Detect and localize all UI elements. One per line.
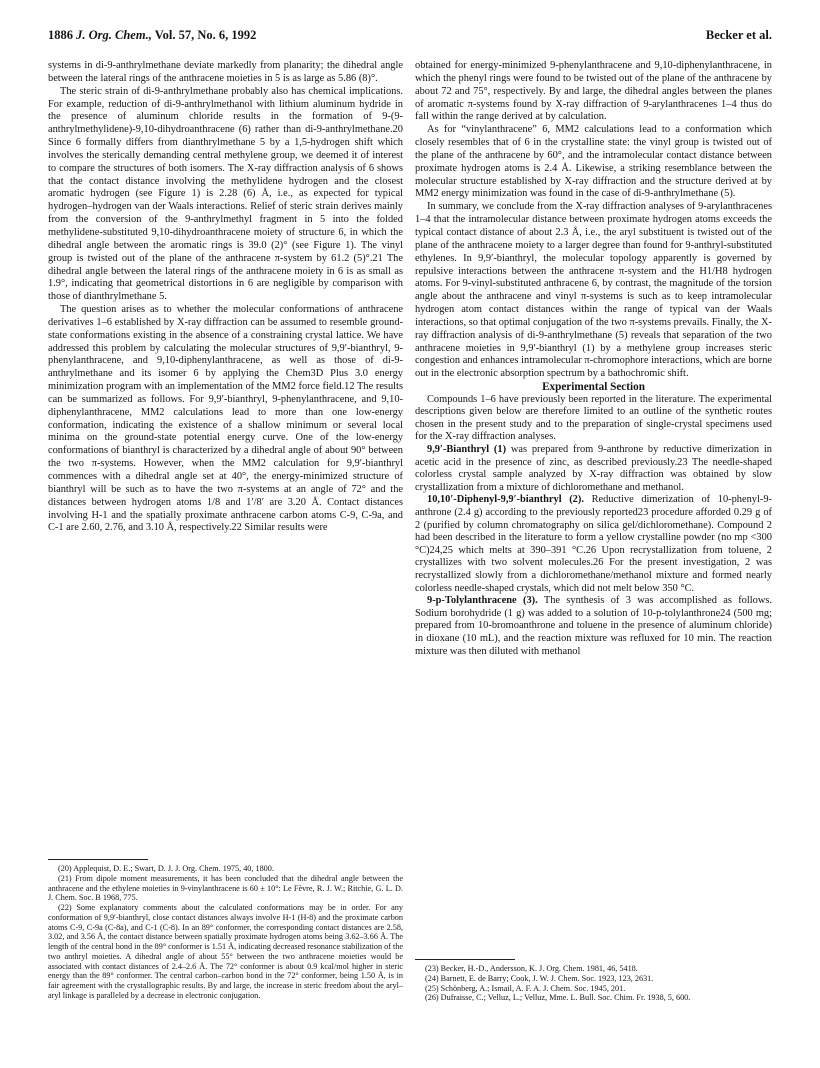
body-paragraph: The steric strain of di-9-anthrylmethane probably also has chemical implications. For example, reduction of di-9-anthrylmethanol with lithium aluminum hydride in the presence of aluminum chloride results in the formation of 9-(9-anthrylmethylidene)-9,10-dihydroanthracene (6) rather than di-9-anthrylmethane.20 Since 6 formally differs from dianthrylmethane 5 by a 1,5-hydrogen shift which involves the sterically demanding central methylene group, we deemed it of interest to compare the structures of both isomers. The X-ray diffraction analysis of 6 shows that the contact distance involving the methylidene hydrogen and the closest aromatic hydrogen (see Figure 1) is 2.28 (6) Å, i.e., as expected for typical hydrogen–hydrogen van der Waals interactions. Relief of steric strain derives mainly from the conversion of the 9-anthrylmethyl fragment in 5 into the folded methylidene-substituted 9,10-dihydroanthracene moiety of structure 6, in which the dihedral angle between the aromatic rings is 39.0 (2)° (see Figure 1). The vinyl group is twisted out of the plane of the anthracene π-system by 61.2 (5)°.21 The dihedral angle between the lateral rings of the anthracene moiety in 6 is as small as 1.9°, indicating that geometrical distortions in 6 are negligible by comparison with those of dianthrylmethane 5. <box>48 85 403 303</box>
experimental-section <box>415 381 772 658</box>
journal-citation: Vol. 57, No. 6, 1992 <box>154 28 257 42</box>
running-header <box>48 28 772 46</box>
header-authors: Becker et al. <box>705 28 772 42</box>
experimental-intro: Compounds 1–6 have previously been reported in the literature. The experimental descriptions given below are therefore limited to an outline of the synthetic routes chosen in the present study and to the preparation of single-crystal specimens used for the X-ray diffraction analyses. <box>415 393 772 443</box>
body-paragraph: In summary, we conclude from the X-ray diffraction analyses of 9-arylanthracenes 1–4 that the intramolecular distance between proximate hydrogen atoms exceeds the typical contact distance of about 2.3 Å, i.e., the aryl substituent is twisted out of the plane of the anthracene moiety to a larger degree than found for 9-anthryl-substituted ethylenes. In 9,9′-bianthryl, the molecular topology apparently is governed by repulsive interactions between the anthracene π-system and the H1/H8 hydrogen atoms. For 9-vinyl-substituted anthracene 6, by contrast, the magnitude of the torsion angle about the anthracene and vinyl π-systems is such as to keep intramolecular hydrogen atom contact distances within the range of typical van der Waals interactions, so that optimal conjugation of the two π-systems prevails. Finally, the X-ray diffraction analysis of di-9-anthrylmethane (5) reveals that separation of the two anthracene moieties in 9,9′-bianthryl (1) by a methylene group increases steric congestion and enhances intramolecular π-chromophore interactions, which are borne out in the electronic absorption spectrum by a bathochromic shift. <box>415 201 772 380</box>
item-text: The synthesis of 3 was accomplished as follows. Sodium borohydride (1 g) was added to a solution of 10-p-tolylanthrone24 (500 mg; prepared from 10-bromoanthrone and toluene in the presence of aluminum chloride) in dioxane (10 mL), and the reaction mixture was refluxed for 10 min. The reaction mixture was then diluted with methanol <box>415 595 772 657</box>
run-in-title: 10,10′-Diphenyl-9,9′-bianthryl (2). <box>427 494 584 506</box>
body-paragraph: As for “vinylanthracene” 6, MM2 calculations lead to a conformation which closely resembles that of 6 in the crystalline state: the vinyl group is twisted out of the plane of the anthracene by 60°, and the intramolecular contact distance between proximate hydrogen atoms is 2.4 Å. Likewise, a striking resemblance between the molecular structure established by X-ray diffraction and the structure derived at by MM2 energy minimization was found in the case of di-9-anthrylmethane (5). <box>415 124 772 200</box>
section-title: Experimental Section <box>542 381 645 394</box>
footnote: (20) Applequist, D. E.; Swart, D. J. J. Org. Chem. 1975, 40, 1800. <box>58 864 274 873</box>
body-paragraph: obtained for energy-minimized 9-phenylanthracene and 9,10-diphenylanthracene, in which the phenyl rings were found to be twisted out of the plane of the anthracene by about 72 and 75°, respectively. By and large, the dihedral angles between the planes of aromatic π-systems found by X-ray diffraction of 9-arylanthracenes 1–4 thus do fall within the range derived at by calculation. <box>415 60 772 123</box>
experimental-item <box>415 444 772 494</box>
footnote: (22) Some explanatory comments about the calculated conformations may be in order. For any conformation of 9,9′-bianthryl, close contact distances always involve H-1 (H-8) and the proximate carbon atoms C-9, C-9a (C-8a), and C-1 (C-8). In an 89° conformer, the corresponding contact distances are 2.58, 3.02, and 3.56 Å, the contact distance between spatially proximate hydrogen atoms being 3.62–3.66 Å. The length of the central bond in the 89° conformer is 1.51 Å, indicating decreased resonance stabilization of the two anthryl moieties. A dihedral angle of about 55° between the two anthracene moieties would be associated with contact distances of 2.4–2.6 Å. The 72° conformer is about 0.9 kcal/mol higher in steric energy than the 89° conformer. The central carbon–carbon bond in the 72° conformer, being 1.50 Å, is in fair agreement with the crystallographic results. By and large, the increase in steric freedom about the aryl–aryl linkage is paralleled by a decrease in electronic conjugation. <box>48 903 403 1000</box>
experimental-item <box>415 595 772 658</box>
item-text: Reductive dimerization of 10-phenyl-9-anthrone (2.4 g) according to the previously reported23 procedure afforded 0.29 g of 2 (purified by column chromatography on silica gel/dichloromethane). Compound 2 had been described in the literature to form a yellow crystalline powder (no mp <300 °C)24,25 which melts at 390–391 °C.26 Upon recrystallization from toluene, 2 crystallizes with two solvent molecules.26 For the present investigation, 2 was recrystallized slowly from a dichloromethane/methanol mixture and formed nearly colorless needle-shaped crystals, which did not melt below 350 °C. <box>415 494 772 594</box>
footnotes-left <box>48 859 403 1001</box>
body-paragraph: The question arises as to whether the molecular conformations of anthracene derivatives 1–6 established by X-ray diffraction can be assumed to resemble ground-state conformations existing in the absence of a constraining crystal lattice. We have addressed this problem by calculating the molecular structures of 9,9′-bianthryl, 9-phenylanthracene, and 9,10-diphenylanthracene, as well as those of di-9-anthrylmethane and its isomer 6 by applying the Chem3D Plus 3.0 energy minimization program with an implementation of the MM2 force field.12 The results can be summarized as follows. For 9,9′-bianthryl, 9-phenylanthracene, and 9,10-diphenylanthracene, MM2 calculations lead to more than one low-energy conformation, indicating the existence of a shallow minimum or several local minima on the ground-state potential energy curve. One of the low-energy conformations of bianthryl is characterized by a dihedral angle of about 90° between the two π-systems. However, when the MM2 calculation for 9,9′-bianthryl commences with a dihedral angle set at 40°, the energy-minimized structure of bianthryl will be such as to have the two π-systems at an angle of 72° and the distances between hydrogen atoms 1/8 and 1′/8′ are 3.20 Å. Contact distances involving H-1 and the spatially proximate anthracene carbon atoms C-9, C-9a, and C-1 are 2.60, 2.76, and 3.10 Å, respectively.22 Similar results were <box>48 304 403 534</box>
run-in-title: 9,9′-Bianthryl (1) <box>427 444 507 456</box>
item-text: was prepared from 9-anthrone by reductive dimerization in acetic acid in the presence of zinc, as described previously.23 The needle-shaped colorless crystal sample analyzed by X-ray diffraction was obtained by slow crystallization from a mixture of dichloromethane and methanol. <box>415 444 772 493</box>
footnote-rule <box>48 859 148 860</box>
experimental-item <box>415 494 772 595</box>
footnote: (21) From dipole moment measurements, it has been concluded that the dihedral angle between the anthracene and the ethylene moieties in 9-vinylanthracene is 60 ± 10°: Le Fèvre, R. J. W.; Ritchie, G. L. D. J. Chem. Soc. B 1968, 775. <box>48 873 403 903</box>
left-column <box>48 60 403 535</box>
right-column <box>415 60 772 658</box>
run-in-title: 9-p-Tolylanthracene (3). <box>427 595 538 607</box>
footnote: (26) Dufraisse, C.; Velluz, L.; Velluz, Mme. L. Bull. Soc. Chim. Fr. 1938, 5, 600. <box>425 993 691 1003</box>
journal-name: J. Org. Chem., <box>76 28 152 42</box>
body-paragraph: systems in di-9-anthrylmethane deviate markedly from planarity; the dihedral angle between the lateral rings of the anthracene moieties in 5 is as large as 5.86 (8)°. <box>48 60 403 84</box>
header-left <box>48 28 256 43</box>
page-number: 1886 <box>48 28 73 42</box>
footnote: (25) Schönberg, A.; Ismail, A. F. A. J. Chem. Soc. 1945, 201. <box>425 983 626 993</box>
footnote: (23) Becker, H.-D., Andersson, K. J. Org. Chem. 1981, 46, 5418. <box>425 964 638 973</box>
footnote-rule <box>415 959 515 960</box>
footnote: (24) Barnett, E. de Barry; Cook, J. W. J. Chem. Soc. 1923, 123, 2631. <box>425 973 654 983</box>
footnotes-right <box>415 959 772 1003</box>
